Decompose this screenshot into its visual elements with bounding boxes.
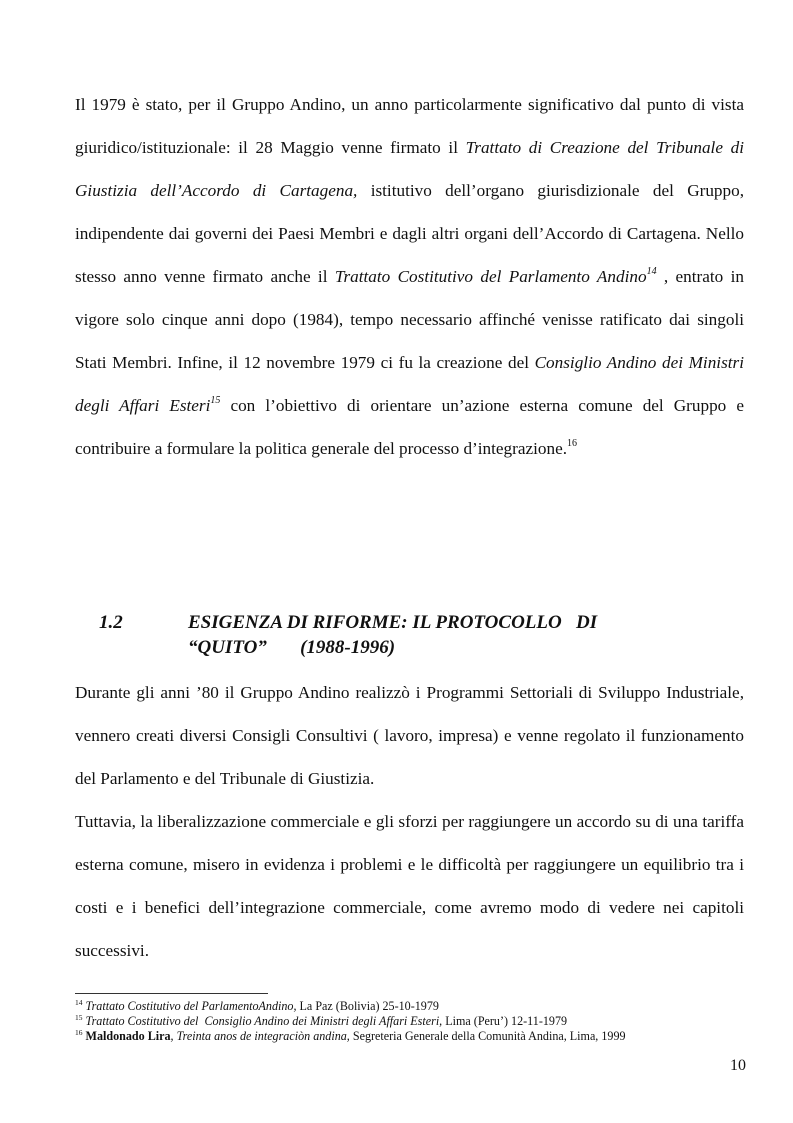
para1-text-2: istitutivo dell’organo giurisdizionale del Gruppo, indipendente dai governi dei Paesi Membri e dagli altri organi dell’Accordo di Cartagena. Nello stesso anno venne firmato anche il (75, 181, 745, 286)
footnote-text: Lima (Peru’) 12-11-1979 (442, 1014, 568, 1028)
footnote-title: Trattato Costitutivo del Consiglio Andino dei Ministri degli Affari Esteri, (85, 1014, 443, 1028)
footnote-title: , Treinta anos de integraciòn andina, (170, 1029, 350, 1043)
para1-text-4: con l’obiettivo di orientare un’azione esterna comune del Gruppo e contribuire a formulare la politica generale del processo d’integrazione. (75, 396, 744, 458)
para1-parliament-treaty: Trattato Costitutivo del Parlamento Andino (334, 267, 647, 286)
footnotes (75, 999, 755, 1044)
footnote-text: Segreteria Generale della Comunità Andina, Lima, 1999 (349, 1029, 626, 1043)
footnote-author: Maldonado Lira (85, 1029, 171, 1043)
section-title-line-1: ESIGENZA DI RIFORME: IL PROTOCOLLO DI (188, 612, 598, 633)
footnote-number: 16 (75, 1028, 83, 1037)
footnote-ref-15[interactable]: 15 (210, 395, 221, 406)
footnote-text: La Paz (Bolivia) 25-10-1979 (296, 999, 439, 1013)
footnote-number: 14 (75, 998, 83, 1007)
footnote-title: Trattato Costitutivo del ParlamentoAndino, (85, 999, 297, 1013)
footnote-ref-16[interactable]: 16 (567, 438, 578, 449)
footnote-14 (75, 999, 755, 1014)
para1-text-3: , entrato in vigore solo cinque anni dopo (1984), tempo necessario affinché venisse ratificato dai singoli Stati Membri. Infine, il 12 novembre 1979 ci fu la creazione del (75, 267, 744, 372)
paragraph-eighties: Durante gli anni ’80 il Gruppo Andino realizzò i Programmi Settoriali di Sviluppo Industriale, vennero creati diversi Consigli Consultivi ( lavoro, impresa) e venne regolato il funzionamento del Parlamento e del Tribunale di Giustizia. (75, 683, 744, 788)
paragraph-liberalization: Tuttavia, la liberalizzazione commerciale e gli sforzi per raggiungere un accordo su di una tariffa esterna comune, misero in evidenza i problemi e le difficoltà per raggiungere un equilibrio tra i costi e i benefici dell’integrazione commerciale, come avremo modo di vedere nei capitoli successivi. (75, 812, 744, 960)
section-title (188, 610, 718, 660)
footnote-16 (75, 1029, 755, 1044)
para1-council: Consiglio Andino dei Ministri degli Affari Esteri (75, 353, 744, 415)
section-title-line-2: “QUITO” (1988-1996) (188, 637, 396, 658)
page-number: 10 (730, 1057, 746, 1074)
para1-tribunal-treaty: Trattato di Creazione del Tribunale di Giustizia dell’Accordo di Cartagena, (75, 138, 744, 200)
footnote-number: 15 (75, 1013, 83, 1022)
footnote-ref-14[interactable]: 14 (646, 266, 657, 277)
section-number: 1.2 (99, 612, 123, 633)
footnote-separator (75, 993, 268, 994)
para1-text-1: Il 1979 è stato, per il Gruppo Andino, un anno particolarmente significativo dal punto di vista giuridico/istituzionale: il 28 Maggio venne firmato il (75, 95, 744, 157)
footnote-15 (75, 1014, 755, 1029)
paragraph-1979 (75, 83, 744, 470)
